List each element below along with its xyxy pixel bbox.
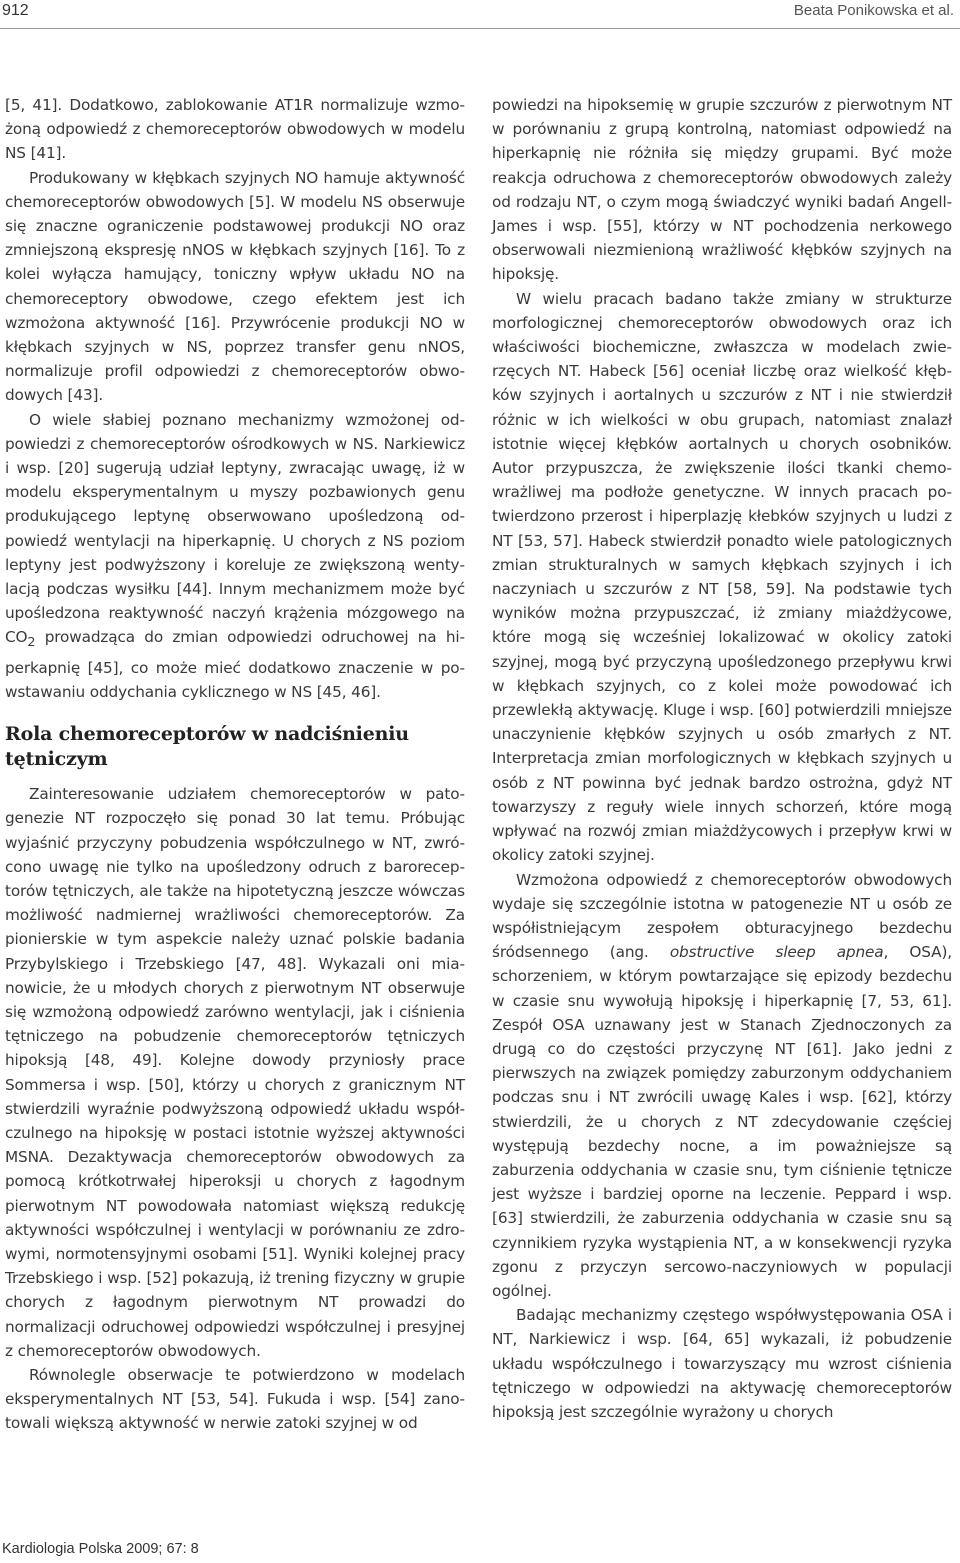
paragraph: Badając mechanizmy częstego współwystępowania OSA i NT, Narkiewicz i wsp. [64, 65] wykazali, iż pobudzenie układu współczulnego i towarzyszący mu wzrost ciśnienia tętniczego w odpowiedzi na aktywację chemoreceptorów hipoksją jest szczególnie wyrażony u chorych: [492, 1306, 952, 1421]
paragraph: powiedzi na hipoksemię w grupie szczurów z pierwotnym NT w porównaniu z grupą kontrolną, natomiast odpowiedź na hiperkapnię nie różniła się między grupami. Być może reakcja odruchowa z chemoreceptorów obwodowych zależy od rodzaju NT, o czym mogą świadczyć wyniki badań Angell-James i wsp. [55], którzy w NT pochodzenia nerkowego obserwowali niezmienioną wrażliwość kłębków szyjnych na hipoksję.: [492, 96, 952, 284]
right-column: [492, 93, 952, 1424]
page-number: 912: [2, 2, 29, 19]
paragraph: [5, 41]. Dodatkowo, zablokowanie AT1R normalizuje wzmożoną odpowiedź z chemoreceptorów obwodowych w modelu NS [41].: [5, 96, 465, 163]
paragraph: Równolegle obserwacje te potwierdzono w modelach eksperymentalnych NT [53, 54]. Fukuda i wsp. [54] zanotowali większą aktywność w nerwie zatoki szyjnej w od: [5, 1366, 465, 1433]
paragraph: W wielu pracach badano także zmiany w strukturze morfologicznej chemoreceptorów obwodowych oraz ich właściwości biochemiczne, zwłaszcza w modelach zwierzęcych NT. Habeck [56] oceniał liczbę oraz wielkość kłębków szyjnych i aortalnych u szczurów z NT i nie stwierdził różnic w ich wielkości w obu grupach, natomiast znalazł istotnie więcej kłębków aortalnych u chorych osobników. Autor przypuszcza, że zwiększenie ilości tkanki chemowrażliwej ma podłoże genetyczne. W innych pracach potwierdzono przerost i hiperplazję kłebków szyjnych u ludzi z NT [53, 57]. Habeck stwierdził ponadto wiele patologicznych zmian strukturalnych w samych kłębkach szyjnych i ich naczyniach u szczurów z NT [58, 59]. Na podstawie tych wyników można przypuszczać, iż zmiany miażdżycowe, które mogą się wcześniej lokalizować w okolicy zatoki szyjnej, mogą być przyczyną upośledzonego przepływu krwi w kłębkach szyjnych, co z kolei może powodować ich przewlekłą aktywację. Kluge i wsp. [60] potwierdzili mniejsze unaczynienie kłębków szyjnych u osób zmarłych z NT. Interpretacja zmian morfologicznych w kłębkach szyjnych u osób z NT powinna być jednak bardzo ostrożna, gdyż NT towarzyszy z reguły wiele innych schorzeń, które mogą wpływać na rozwój zmian miażdżycowych i przepływ krwi w okolicy zatoki szyjnej.: [492, 289, 952, 865]
paragraph-text: , OSA), schorzeniem, w którym powtarzające się epizody bezdechu w czasie snu wywołują hipoksję i hiperkapnię [7, 53, 61]. Zespół OSA uznawany jest w Stanach Zjednoczonych za drugą co do częstości przyczynę NT [61]. Jako jedni z pierwszych na związek pomiędzy zaburzonym oddychaniem podczas snu i NT zwrócili uwagę Kales i wsp. [62], którzy stwierdzili, że u chorych z NT zdecydowanie częściej występują bezdechy nocne, a im poważniejsze są zaburzenia oddychania w czasie snu, tym ciśnienie tętnicze jest wyższe i bardziej oporne na leczenie. Peppard i wsp. [63] stwierdzili, że zaburzenia oddychania w czasie snu są czynnikiem ryzyka wystąpienia NT, a w konsekwencji ryzyka zgonu z przyczyn sercowo-naczyniowych w populacji ogólnej.: [492, 943, 952, 1300]
paragraph-text: Wzmożona odpowiedź z chemoreceptorów obwodowych wydaje się szczególnie istotna w patogenezie NT u osób ze współistniejącym zespołem obturacyjnego bezdechu śródsennego (ang.: [492, 870, 952, 962]
paragraph-text: O wiele słabiej poznano mechanizmy wzmożonej odpowiedzi z chemoreceptorów ośrodkowych w NS. Narkiewicz i wsp. [20] sugerują udział leptyny, zwracając uwagę, iż w modelu eksperymentalnym u myszy pozbawionych genu produkującego leptynę obserwowano upośledzoną odpowiedź wentylacji na hiperkapnię. U chorych z NS poziom leptyny jest podwyższony i koreluje ze zwiększoną wentylacją podczas wysiłku [44]. Innym mechanizmem może być upośledzona reaktywność naczyń krążenia mózgowego na CO: [5, 410, 465, 647]
header-rule: [0, 28, 960, 29]
emphasis: obstructive sleep apnea: [669, 943, 884, 962]
left-column: [5, 93, 465, 1436]
page-header: [0, 0, 960, 24]
paragraph: Produkowany w kłębkach szyjnych NO hamuje aktywność chemoreceptorów obwodowych [5]. W modelu NS obserwuje się znaczne ograniczenie podstawowej produkcji NO oraz zmniejszoną ekspresję nNOS w kłębkach szyjnych [16]. To z kolei wyłącza hamujący, toniczny wpływ układu NO na chemoreceptory obwodowe, czego efektem jest ich wzmożona aktywność [16]. Przywrócenie produkcji NO w kłębkach szyjnych w NS, poprzez transfer genu nNOS, normalizuje profil odpowiedzi z chemoreceptorów obwodowych [43].: [5, 168, 465, 405]
paragraph: [492, 868, 952, 1304]
running-title: Beata Ponikowska et al.: [793, 2, 954, 19]
section-heading: Rola chemoreceptorów w nadciśnieniu tętniczym: [5, 723, 409, 771]
paragraph: [5, 408, 465, 704]
paragraph: Zainteresowanie udziałem chemoreceptorów w patogenezie NT rozpoczęło się ponad 30 lat temu. Próbując wyjaśnić przyczyny pobudzenia współczulnego w NT, zwrócono uwagę nie tylko na upośledzony odruch z baroreceptorów tętniczych, ale także na hipotetyczną jeszcze wówczas możliwość nadmiernej wrażliwości chemoreceptorów. Za pionierskie w tym aspekcie należy uznać polskie badania Przybylskiego i Trzebskiego [47, 48]. Wykazali oni mianowicie, że u młodych chorych z pierwotnym NT obserwuje się wzmożoną odpowiedź zarówno wentylacji, jak i ciśnienia tętniczego na pobudzenie chemoreceptorów tętniczych hipoksją [48, 49]. Kolejne dowody przyniosły prace Sommersa i wsp. [50], którzy u chorych z granicznym NT stwierdzili wyraźnie podwyższoną odpowiedź układu współczulnego na hipoksję w postaci istotnie wyższej aktywności MSNA. Dezaktywacja chemoreceptorów obwodowych za pomocą krótkotrwałej hiperoksji u chorych z łagodnym pierwotnym NT powodowała natomiast większą redukcję aktywności współczulnej i wentylacji w porównaniu ze zdrowymi, normotensyjnymi osobami [51]. Wyniki kolejnej pracy Trzebskiego i wsp. [52] pokazują, iż trening fizyczny w grupie chorych z łagodnym pierwotnym NT prowadzi do normalizacji odruchowej odpowiedzi współczulnej i presyjnej z chemoreceptorów obwodowych.: [5, 785, 465, 1360]
footer-journal: Kardiologia Polska 2009; 67: 8: [2, 1541, 199, 1557]
subscript: 2: [27, 635, 36, 651]
paragraph-text: prowadząca do zmian odpowiedzi odruchowej na hiperkapnię [45], co może mieć dodatkowo znaczenie w powstawaniu oddychania cyklicznego w NS [45, 46].: [5, 628, 465, 701]
